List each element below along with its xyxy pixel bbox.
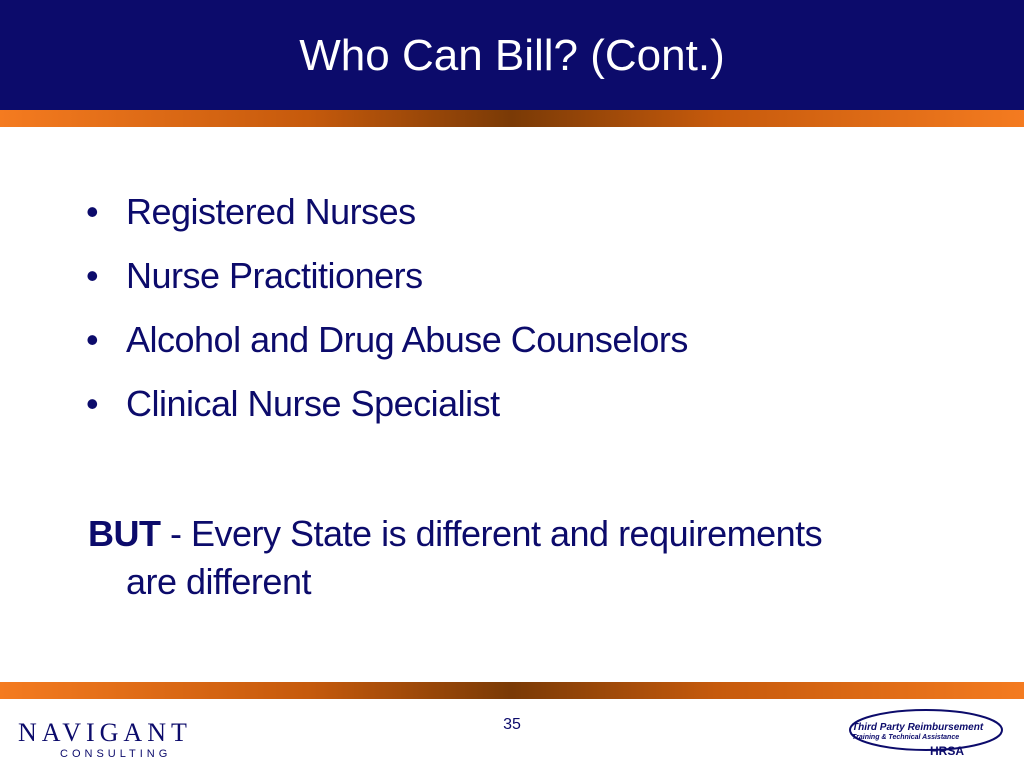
navigant-wordmark: NAVIGANT (18, 718, 192, 747)
navigant-subtitle: CONSULTING (60, 748, 172, 760)
hrsa-logo (846, 704, 1006, 764)
slide-title: Who Can Bill? (Cont.) (299, 31, 725, 80)
bullet-icon: • (86, 319, 99, 360)
bullet-icon: • (86, 191, 99, 232)
bullet-list (86, 180, 688, 436)
tpr-title: Third Party Reimbursement (852, 722, 984, 733)
hrsa-wordmark: HRSA (930, 744, 965, 758)
bullet-item: • Clinical Nurse Specialist (86, 372, 688, 436)
orange-divider-top (0, 110, 1024, 127)
page-number: 35 (503, 716, 521, 733)
tpr-subtitle: Training & Technical Assistance (852, 734, 960, 741)
caveat-note (88, 510, 918, 606)
caveat-emphasis: BUT (88, 513, 161, 554)
bullet-item: • Registered Nurses (86, 180, 688, 244)
caveat-text-line2: are different (126, 561, 311, 602)
bullet-item: • Nurse Practitioners (86, 244, 688, 308)
bullet-item: • Alcohol and Drug Abuse Counselors (86, 308, 688, 372)
bullet-icon: • (86, 383, 99, 424)
bullet-icon: • (86, 255, 99, 296)
caveat-text: - Every State is different and requirements (160, 513, 823, 554)
orange-divider-bottom (0, 682, 1024, 699)
